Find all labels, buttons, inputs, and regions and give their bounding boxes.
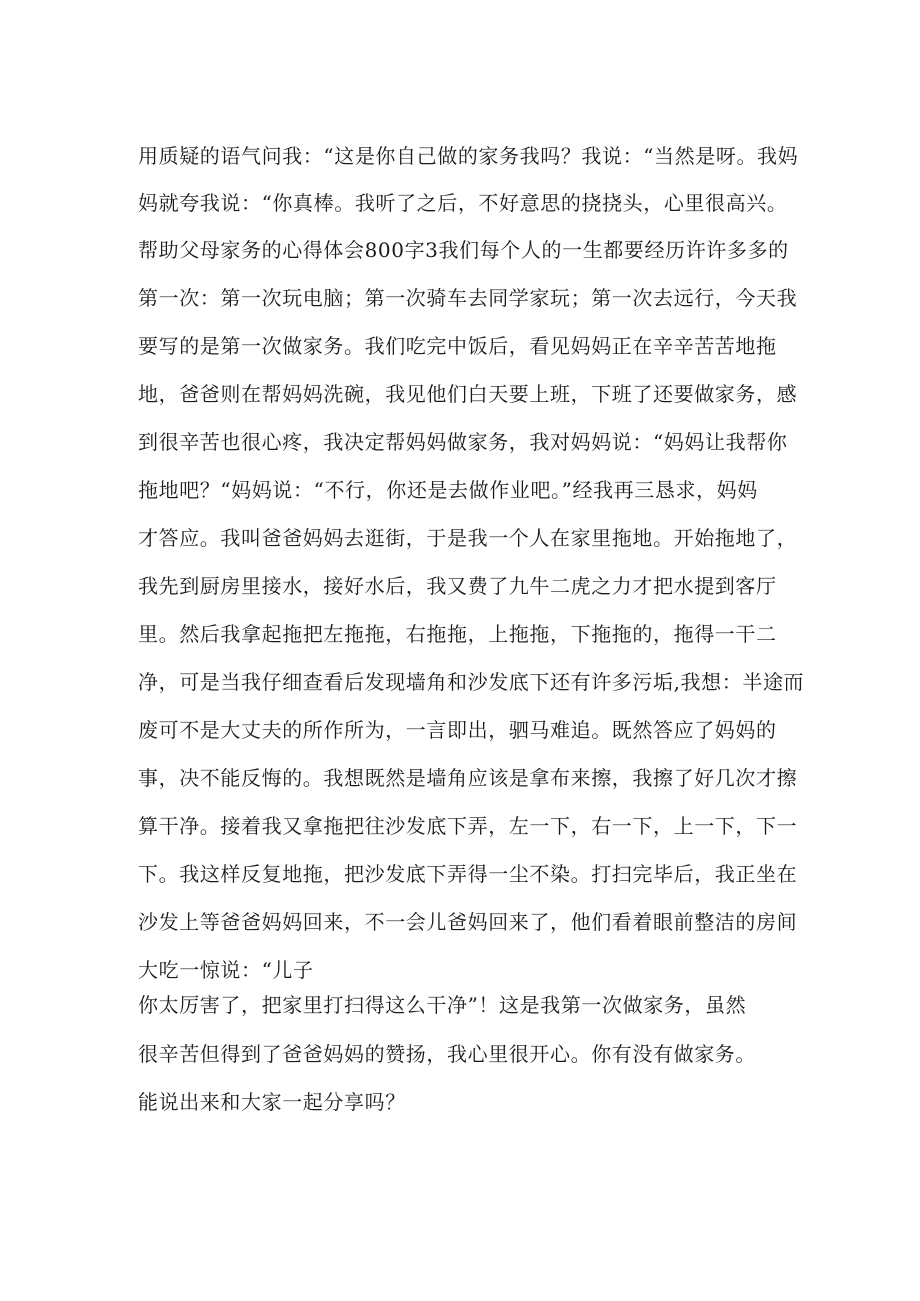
text-line: 很辛苦但得到了爸爸妈妈的赞扬，我心里很开心。你有没有做家务。 [138, 1042, 756, 1066]
text-line: 事，决不能反悔的。我想既然是墙角应该是拿布来擦，我擦了好几次才擦 [138, 766, 798, 790]
text-line: 我先到厨房里接水，接好水后，我又费了九牛二虎之力才把水提到客厅 [138, 574, 777, 598]
text-line: 帮助父母家务的心得体会800字3我们每个人的一生都要经历许许多多的 [138, 238, 789, 262]
text-line: 妈就夸我说：“你真棒。我听了之后，不好意思的挠挠头，心里很高兴。 [138, 191, 788, 215]
text-line: 第一次：第一次玩电脑；第一次骑车去同学家玩；第一次去远行，今天我 [138, 286, 798, 310]
text-line: 要写的是第一次做家务。我们吃完中饭后，看见妈妈正在辛辛苦苦地拖 [138, 334, 777, 358]
text-line: 下。我这样反复地拖，把沙发底下弄得一尘不染。打扫完毕后，我正坐在 [138, 862, 798, 886]
text-line: 你太厉害了，把家里打扫得这么干净”！这是我第一次做家务，虽然 [138, 993, 747, 1017]
text-line: 净，可是当我仔细查看后发现墙角和沙发底下还有许多污垢,我想：半途而 [138, 670, 805, 694]
text-line: 拖地吧？“妈妈说：“不行，你还是去做作业吧。”经我再三恳求，妈妈 [138, 478, 758, 502]
text-line: 沙发上等爸爸妈妈回来，不一会儿爸妈回来了，他们看着眼前整洁的房间 [138, 910, 798, 934]
text-line: 到很辛苦也很心疼，我决定帮妈妈做家务，我对妈妈说：“妈妈让我帮你 [138, 430, 788, 454]
text-line: 能说出来和大家一起分享吗？ [138, 1090, 406, 1114]
text-line: 算干净。接着我又拿拖把往沙发底下弄，左一下，右一下，上一下，下一 [138, 814, 798, 838]
text-line: 地，爸爸则在帮妈妈洗碗，我见他们白天要上班，下班了还要做家务，感 [138, 382, 798, 406]
text-line: 才答应。我叫爸爸妈妈去逛街，于是我一个人在家里拖地。开始拖地了， [138, 526, 798, 550]
text-line: 大吃一惊说：“儿子 [138, 958, 314, 982]
text-line: 用质疑的语气问我：“这是你自己做的家务我吗？我说：“当然是呀。我妈 [138, 144, 799, 168]
text-line: 废可不是大丈夫的所作所为，一言即出，驷马难追。既然答应了妈妈的 [138, 718, 777, 742]
text-line: 里。然后我拿起拖把左拖拖，右拖拖，上拖拖，下拖拖的，拖得一干二 [138, 622, 777, 646]
